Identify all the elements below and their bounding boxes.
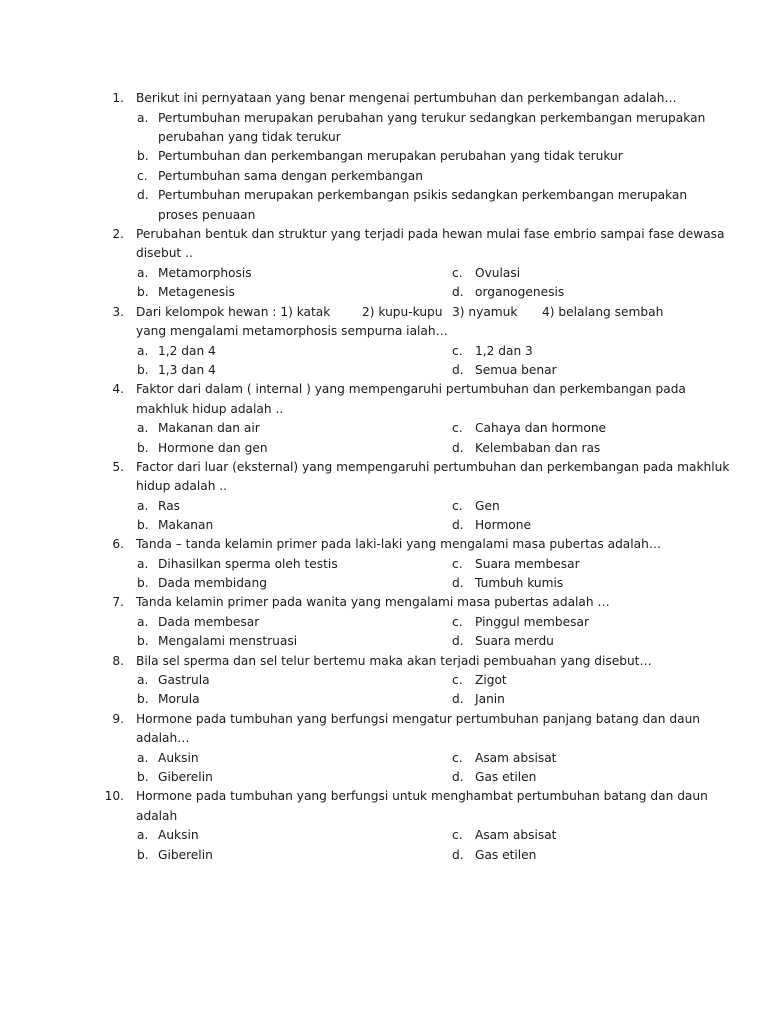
option-letter: a. <box>137 266 149 280</box>
option-text: Cahaya dan hormone <box>475 421 607 435</box>
option-text: Pertumbuhan sama dengan perkembangan <box>158 169 423 183</box>
animal-item: 3) nyamuk <box>452 305 518 319</box>
option-letter: b. <box>137 441 149 455</box>
option-text: Ras <box>158 499 181 513</box>
option-letter: c. <box>452 499 463 513</box>
option-text: Asam absisat <box>475 828 557 842</box>
question-number: 7. <box>112 595 124 609</box>
option-letter: d. <box>452 576 464 590</box>
option-text: Semua benar <box>475 363 557 377</box>
option-letter: d. <box>137 188 149 202</box>
option-letter: b. <box>137 285 149 299</box>
question-text: Hormone pada tumbuhan yang berfungsi untuk menghambat pertumbuhan batang dan daun <box>136 789 708 803</box>
option-letter: a. <box>137 499 149 513</box>
question-text: Hormone pada tumbuhan yang berfungsi mengatur pertumbuhan panjang batang dan daun <box>136 712 701 726</box>
option-text: Pinggul membesar <box>475 615 589 629</box>
question-text: Tanda – tanda kelamin primer pada laki-laki yang mengalami masa pubertas adalah… <box>136 537 662 551</box>
option-letter: b. <box>137 576 149 590</box>
option-text: 1,3 dan 4 <box>158 363 216 377</box>
question-number: 10. <box>104 789 124 803</box>
option-text: 1,2 dan 3 <box>475 344 533 358</box>
option-letter: b. <box>137 363 149 377</box>
question-text: yang mengalami metamorphosis sempurna ialah… <box>136 324 448 338</box>
question-text: Perubahan bentuk dan struktur yang terjadi pada hewan mulai fase embrio sampai fase dewasa <box>136 227 725 241</box>
option-letter: b. <box>137 848 149 862</box>
option-letter: d. <box>452 634 464 648</box>
option-text: Gas etilen <box>475 848 537 862</box>
question-text: Dari kelompok hewan : 1) katak <box>136 305 331 319</box>
animal-item: 4) belalang sembah <box>542 305 664 319</box>
option-letter: a. <box>137 421 149 435</box>
option-letter: a. <box>137 615 149 629</box>
option-text: Suara membesar <box>475 557 580 571</box>
option-text: Pertumbuhan merupakan perkembangan psikis sedangkan perkembangan merupakan <box>158 188 688 202</box>
option-text: Dihasilkan sperma oleh testis <box>158 557 338 571</box>
option-text: Auksin <box>158 751 199 765</box>
option-text: Dada membesar <box>158 615 260 629</box>
option-text: Mengalami menstruasi <box>158 634 298 648</box>
option-letter: a. <box>137 828 149 842</box>
option-text: Metamorphosis <box>158 266 252 280</box>
option-text: organogenesis <box>475 285 565 299</box>
question-text: adalah <box>136 809 178 823</box>
option-text: Gastrula <box>158 673 210 687</box>
option-letter: c. <box>452 673 463 687</box>
option-letter: d. <box>452 848 464 862</box>
option-text: Giberelin <box>158 770 213 784</box>
option-text: Makanan <box>158 518 214 532</box>
question-number: 2. <box>112 227 124 241</box>
option-letter: d. <box>452 518 464 532</box>
option-letter: c. <box>452 421 463 435</box>
question-text: Berikut ini pernyataan yang benar mengenai pertumbuhan dan perkembangan adalah… <box>136 91 677 105</box>
option-text: Tumbuh kumis <box>475 576 564 590</box>
option-letter: c. <box>137 169 148 183</box>
option-text: Ovulasi <box>475 266 521 280</box>
question-number: 3. <box>112 305 124 319</box>
option-letter: a. <box>137 111 149 125</box>
question-text: hidup adalah .. <box>136 479 228 493</box>
animal-item: 2) kupu-kupu <box>362 305 443 319</box>
option-letter: c. <box>452 266 463 280</box>
question-number: 6. <box>112 537 124 551</box>
option-letter: b. <box>137 149 149 163</box>
question-text: adalah… <box>136 731 190 745</box>
option-letter: d. <box>452 770 464 784</box>
option-letter: c. <box>452 751 463 765</box>
question-text: disebut .. <box>136 246 193 260</box>
question-text: Faktor dari dalam ( internal ) yang mempengaruhi pertumbuhan dan perkembangan pada <box>136 382 686 396</box>
question-text: Bila sel sperma dan sel telur bertemu maka akan terjadi pembuahan yang disebut… <box>136 654 652 668</box>
question-number: 8. <box>112 654 124 668</box>
option-text: Gas etilen <box>475 770 537 784</box>
option-letter: b. <box>137 518 149 532</box>
option-letter: a. <box>137 344 149 358</box>
option-text: perubahan yang tidak terukur <box>158 130 341 144</box>
option-text: Gen <box>475 499 500 513</box>
option-text: Suara merdu <box>475 634 554 648</box>
option-text: proses penuaan <box>158 208 256 222</box>
option-text: Janin <box>475 692 505 706</box>
option-letter: c. <box>452 828 463 842</box>
option-letter: b. <box>137 634 149 648</box>
option-text: Asam absisat <box>475 751 557 765</box>
option-letter: d. <box>452 363 464 377</box>
option-text: Morula <box>158 692 200 706</box>
option-text: Makanan dan air <box>158 421 260 435</box>
option-letter: c. <box>452 344 463 358</box>
question-number: 1. <box>112 91 124 105</box>
question-text: Factor dari luar (eksternal) yang mempengaruhi pertumbuhan dan perkembangan pada makhluk <box>136 460 730 474</box>
option-letter: a. <box>137 751 149 765</box>
option-letter: a. <box>137 673 149 687</box>
option-text: Metagenesis <box>158 285 235 299</box>
option-text: Dada membidang <box>158 576 267 590</box>
option-text: Hormone dan gen <box>158 441 268 455</box>
question-number: 5. <box>112 460 124 474</box>
option-letter: c. <box>452 557 463 571</box>
option-letter: b. <box>137 692 149 706</box>
option-text: 1,2 dan 4 <box>158 344 216 358</box>
option-letter: b. <box>137 770 149 784</box>
option-text: Kelembaban dan ras <box>475 441 601 455</box>
option-text: Giberelin <box>158 848 213 862</box>
question-text: Tanda kelamin primer pada wanita yang mengalami masa pubertas adalah … <box>136 595 610 609</box>
option-letter: d. <box>452 692 464 706</box>
option-text: Auksin <box>158 828 199 842</box>
question-number: 9. <box>112 712 124 726</box>
option-letter: d. <box>452 285 464 299</box>
option-text: Zigot <box>475 673 507 687</box>
option-letter: d. <box>452 441 464 455</box>
question-number: 4. <box>112 382 124 396</box>
question-text: makhluk hidup adalah .. <box>136 402 284 416</box>
option-text: Pertumbuhan dan perkembangan merupakan perubahan yang tidak terukur <box>158 149 623 163</box>
option-letter: a. <box>137 557 149 571</box>
option-text: Pertumbuhan merupakan perubahan yang terukur sedangkan perkembangan merupakan <box>158 111 706 125</box>
option-letter: c. <box>452 615 463 629</box>
option-text: Hormone <box>475 518 531 532</box>
